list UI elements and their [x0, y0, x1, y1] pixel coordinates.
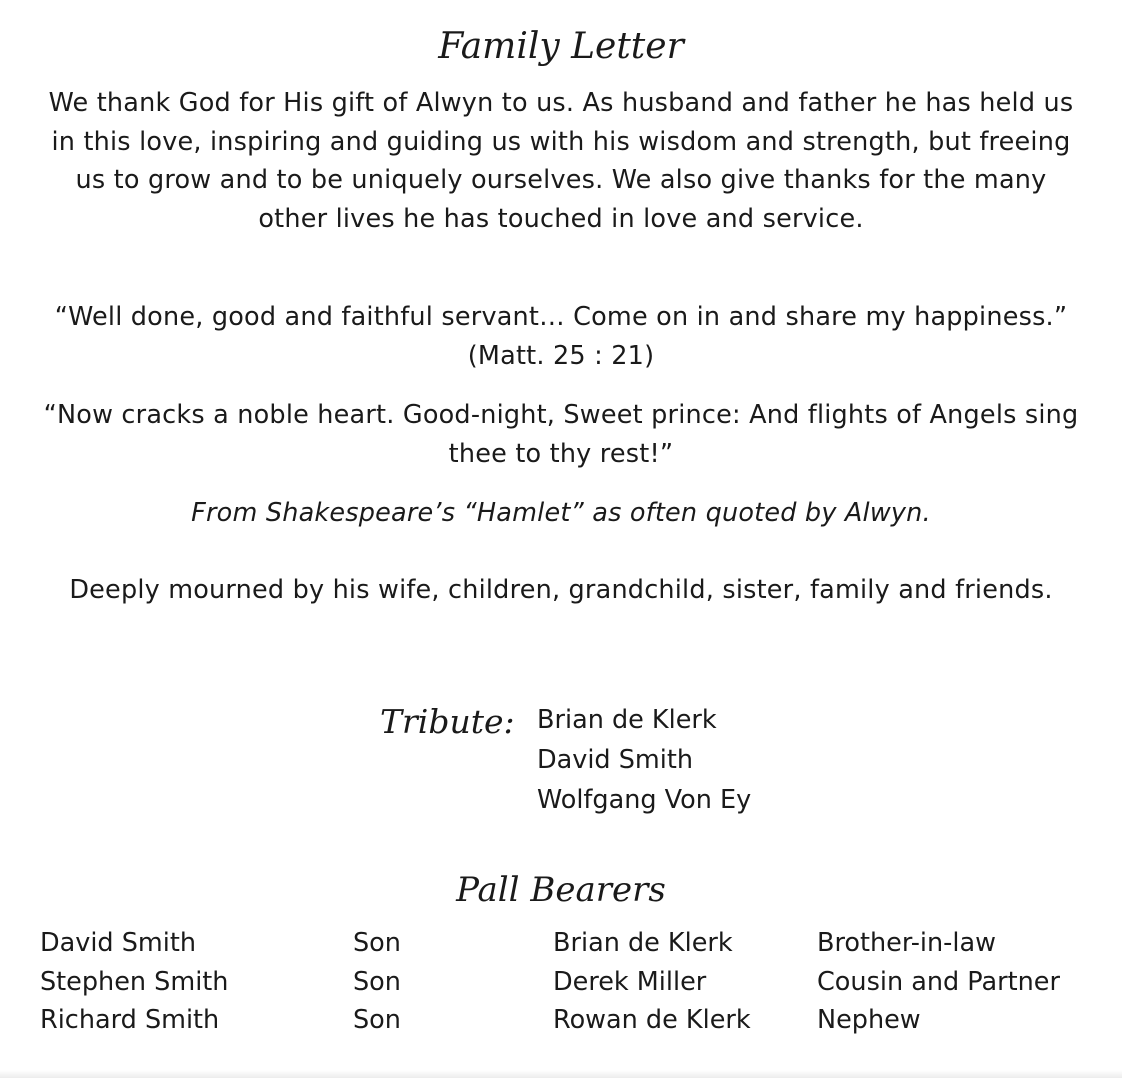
scripture-quote: “Well done, good and faithful servant… Come on in and share my happiness.” (Matt. 25 : 21) — [54, 302, 1068, 371]
pall-bearer-name: Rowan de Klerk — [553, 1005, 751, 1035]
pall-bearer-name: Stephen Smith — [40, 966, 229, 997]
tribute-name: David Smith — [537, 745, 694, 775]
tribute-names-list — [537, 700, 751, 820]
page-bottom-edge — [0, 1070, 1122, 1078]
pall-bearer-relation: Son — [353, 1005, 401, 1035]
quote-attribution: From Shakespeare’s “Hamlet” as often quoted by Alwyn. — [191, 498, 931, 528]
pall-bearer-relation: Cousin and Partner — [817, 966, 1060, 997]
pall-bearers-row — [0, 963, 1122, 1002]
tribute-name: Brian de Klerk — [537, 705, 717, 735]
family-letter-paragraph: We thank God for His gift of Alwyn to us. As husband and father he has held us in this love, inspiring and guiding us with his wisdom and strength, but freeing us to grow and to be uniquely ourselves. We also give thanks for the many other lives he has touched in love and service. — [48, 88, 1074, 234]
pall-bearer-relation: Son — [353, 966, 401, 997]
pall-bearer-name: David Smith — [40, 928, 197, 958]
tribute-label: Tribute: — [380, 702, 515, 741]
pall-bearer-name: Richard Smith — [40, 1005, 220, 1035]
family-letter-heading: Family Letter — [438, 26, 684, 67]
pall-bearers-row — [0, 924, 1122, 963]
mourned-statement: Deeply mourned by his wife, children, grandchild, sister, family and friends. — [69, 575, 1053, 605]
pall-bearer-relation: Brother-in-law — [817, 928, 996, 958]
hamlet-quote: “Now cracks a noble heart. Good-night, Sweet prince: And flights of Angels sing thee to thy rest!” — [43, 400, 1079, 469]
pall-bearer-name: Derek Miller — [553, 966, 707, 997]
pall-bearer-relation: Son — [353, 928, 401, 958]
tribute-name: Wolfgang Von Ey — [537, 785, 752, 815]
pall-bearers-heading: Pall Bearers — [456, 870, 666, 910]
pall-bearer-relation: Nephew — [817, 1005, 921, 1035]
pall-bearers-table — [0, 924, 1122, 1040]
pall-bearers-row — [0, 1001, 1122, 1040]
pall-bearer-name: Brian de Klerk — [553, 928, 733, 958]
